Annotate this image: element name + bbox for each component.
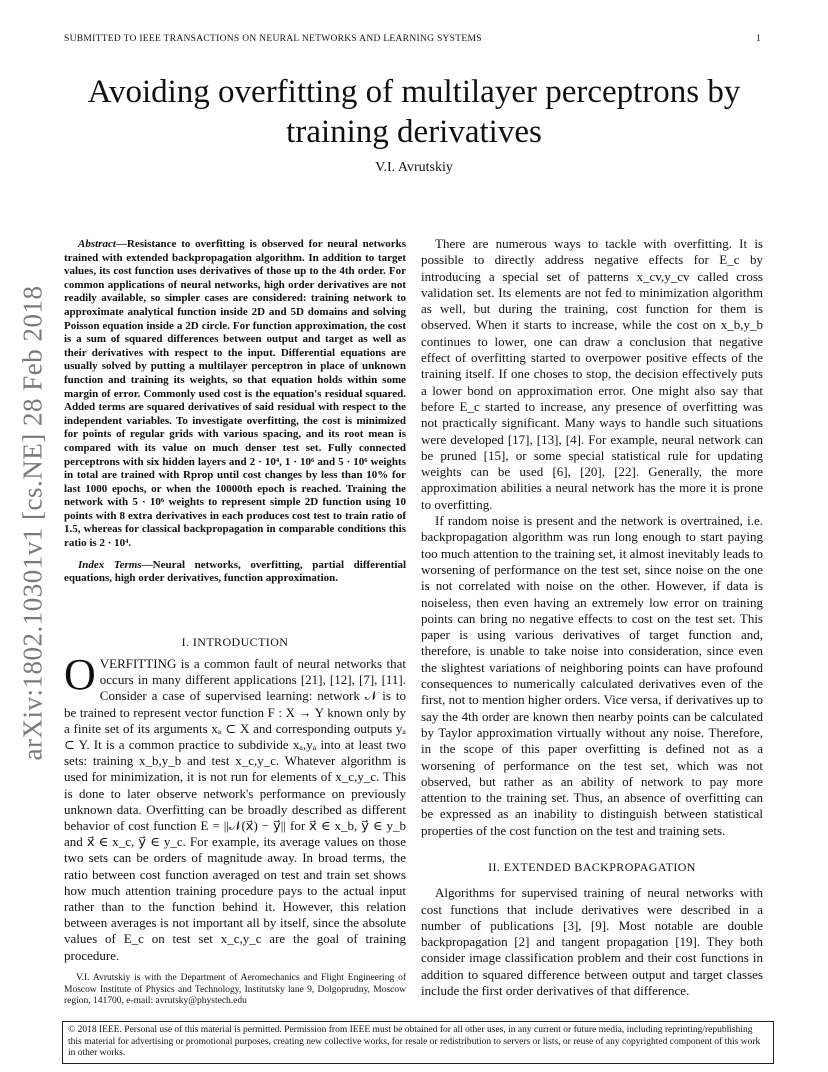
- index-terms-lead: Index Terms: [78, 558, 142, 571]
- page-number: 1: [756, 34, 761, 44]
- section-1-heading: I. INTRODUCTION: [181, 635, 289, 649]
- abstract-block: [64, 238, 406, 586]
- index-terms: [64, 559, 406, 586]
- section-2-heading: II. EXTENDED BACKPROPAGATION: [488, 859, 696, 874]
- dropcap: O: [64, 650, 96, 699]
- paragraph-extended-backprop: Algorithms for supervised training of neural networks with cost functions that include derivatives were described in a number of publications [3], [9]. Most notable are double backpropagation [2] and tangent propagation [19]. They both consider image classification problem and their cost functions in addition to squared difference between output and target classes include the first order derivatives of that difference.: [421, 885, 763, 999]
- arxiv-stamp-text: arXiv:1802.10301v1 [cs.NE] 28 Feb 2018: [17, 285, 48, 761]
- arxiv-stamp: [16, 285, 50, 761]
- paper-author: V.I. Avrutskiy: [375, 160, 453, 175]
- section-1-text: VERFITTING is a common fault of neural networks that occurs in many different applications [21], [12], [7], [11]. Consider a case of supervised learning: network 𝒩 is to be trained to represent vector function F : X → Y known only by a finite set of its arguments xₐ ⊂ X and corresponding outputs yₐ ⊂ Y. It is a common practice to subdivide xₐ,yₐ into at least two sets: training x_b,y_b and test x_c,y_c. Whatever algorithm is used for minimization, it is not run for elements of x_c,y_c. This is done to later observe network's performance on previously unknown data. Overfitting can be broadly described as different behavior of cost function E = ||𝒩(x⃗) − y⃗|| for x⃗ ∈ x_b, y⃗ ∈ y_b and x⃗ ∈ x_c, y⃗ ∈ y_c. For example, its average values on those two sets can be orders of magnitude away. In broad terms, the ratio between cost function averaged on test and train set shows how much attention training procedure pays to the actual input rather than to the function behind it. However, this relation between averages is not important all by itself, since the absolute values of E_c on test set x_c,y_c are the goal of training procedure.: [64, 656, 406, 963]
- right-column: [421, 236, 763, 999]
- author-footnote: V.I. Avrutskiy is with the Department of Aeromechanics and Flight Engineering of Moscow Institute of Physics and Technology, Institutsky lane 9, Dolgoprudny, Moscow region, 141700, e-mail: avrutsky@phystech.edu: [64, 973, 406, 1006]
- running-head: SUBMITTED TO IEEE TRANSACTIONS ON NEURAL NETWORKS AND LEARNING SYSTEMS: [64, 34, 482, 44]
- index-terms-text: —Neural networks, overfitting, partial differential equations, high order derivatives, function approximation.: [64, 558, 406, 585]
- section-1-heading-wrap: [64, 635, 406, 650]
- paper-title: Avoiding overfitting of multilayer perceptrons by training derivatives: [87, 74, 741, 150]
- section-1-body: [64, 650, 406, 964]
- abstract-lead: Abstract: [78, 238, 116, 250]
- paragraph-overfitting-methods: There are numerous ways to tackle with overfitting. It is possible to directly address negative effects for E_c by introducing a special set of patterns x_cv,y_cv called cross validation set. Its elements are not fed to minimization algorithm as well, but during the training, cost function for them is observed. When it starts to increase, while the cost on x_b,y_b continues to lower, one can draw a conclusion that negative effect of overfitting started to overpower positive effects of the training itself. If one choses to stop, the decision effectively puts a lower bond on approximation error. One might also say that before E_c started to increase, any presence of overfitting was not practically significant. Many ways to handle such situations were developed [17], [13], [4]. For example, neural network can be pruned [15], or some special statistical rule for updating weights can be used [6], [20], [22]. Generally, the more approximation abilities a neural network has the more it is prone to overfitting.: [421, 236, 763, 512]
- copyright-notice: © 2018 IEEE. Personal use of this material is permitted. Permission from IEEE must be obtained for all other uses, in any current or future media, including reprinting/republishing this material for advertising or promotional purposes, creating new collective works, for resale or redistribution to servers or lists, or reuse of any copyrighted component of this work in other works.: [62, 1021, 774, 1064]
- abstract-text: —Resistance to overfitting is observed for neural networks trained with extended backpropagation algorithm. In addition to target values, its cost function uses derivatives of those up to the 4th order. For common applications of neural networks, high order derivatives are not readily available, so simpler cases are considered: training network to approximate analytical function inside 2D and 5D domains and solving Poisson equation inside a 2D circle. For function approximation, the cost is a sum of squared differences between output and target as well as their derivatives with respect to the input. Differential equations are usually solved by putting a multilayer perceptron in place of unknown function and training its weights, so that equation holds within some margin of error. Commonly used cost is the equation's residual squared. Added terms are squared derivatives of said residual with respect to the independent variables. To investigate overfitting, the cost is minimized for points of regular grids with various spacing, and its root mean is compared with its value on much denser test set. Fully connected perceptrons with six hidden layers and 2 · 10⁴, 1 · 10⁶ and 5 · 10⁶ weights in total are trained with Rprop until cost changes by less than 10% for last 1000 epochs, or when the 10000th epoch is reached. Training the network with 5 · 10⁶ weights to represent simple 2D function using 10 points with 8 extra derivatives in each produces cost test to train ratio of 1.5, whereas for classical backpropagation in comparable conditions this ratio is 2 · 10⁴.: [64, 238, 406, 550]
- abstract: [64, 238, 406, 551]
- paragraph-noise: If random noise is present and the network is overtrained, i.e. backpropagation algorithm was run long enough to start paying too much attention to the training set, it almost inevitably leads to worsening of performance on the test set, since noise on the one is not correlated with noise on the other. However, if data is noiseless, then even having an extremely low error on training points can bring no negative effects to cost on the test set. This paper is using various derivatives of target function and, therefore, is unable to take noise into consideration, since even the slightest variations of neighboring points can have profound consequences to numerically calculated derivatives even of the first, not to mention higher orders. Vice versa, if derivatives up to say the 4th order are known then nearby points can be calculated by Taylor approximation virtually without any noise. Therefore, in the scope of this paper overfitting is defined not as a worsening of performance on the test set, which was not observed, but rather as an ability of network to pay more attention to the training set. Thus, an absence of overfitting can be expressed as an inability to distinguish between statistical properties of the cost function on the test and training sets.: [421, 513, 763, 838]
